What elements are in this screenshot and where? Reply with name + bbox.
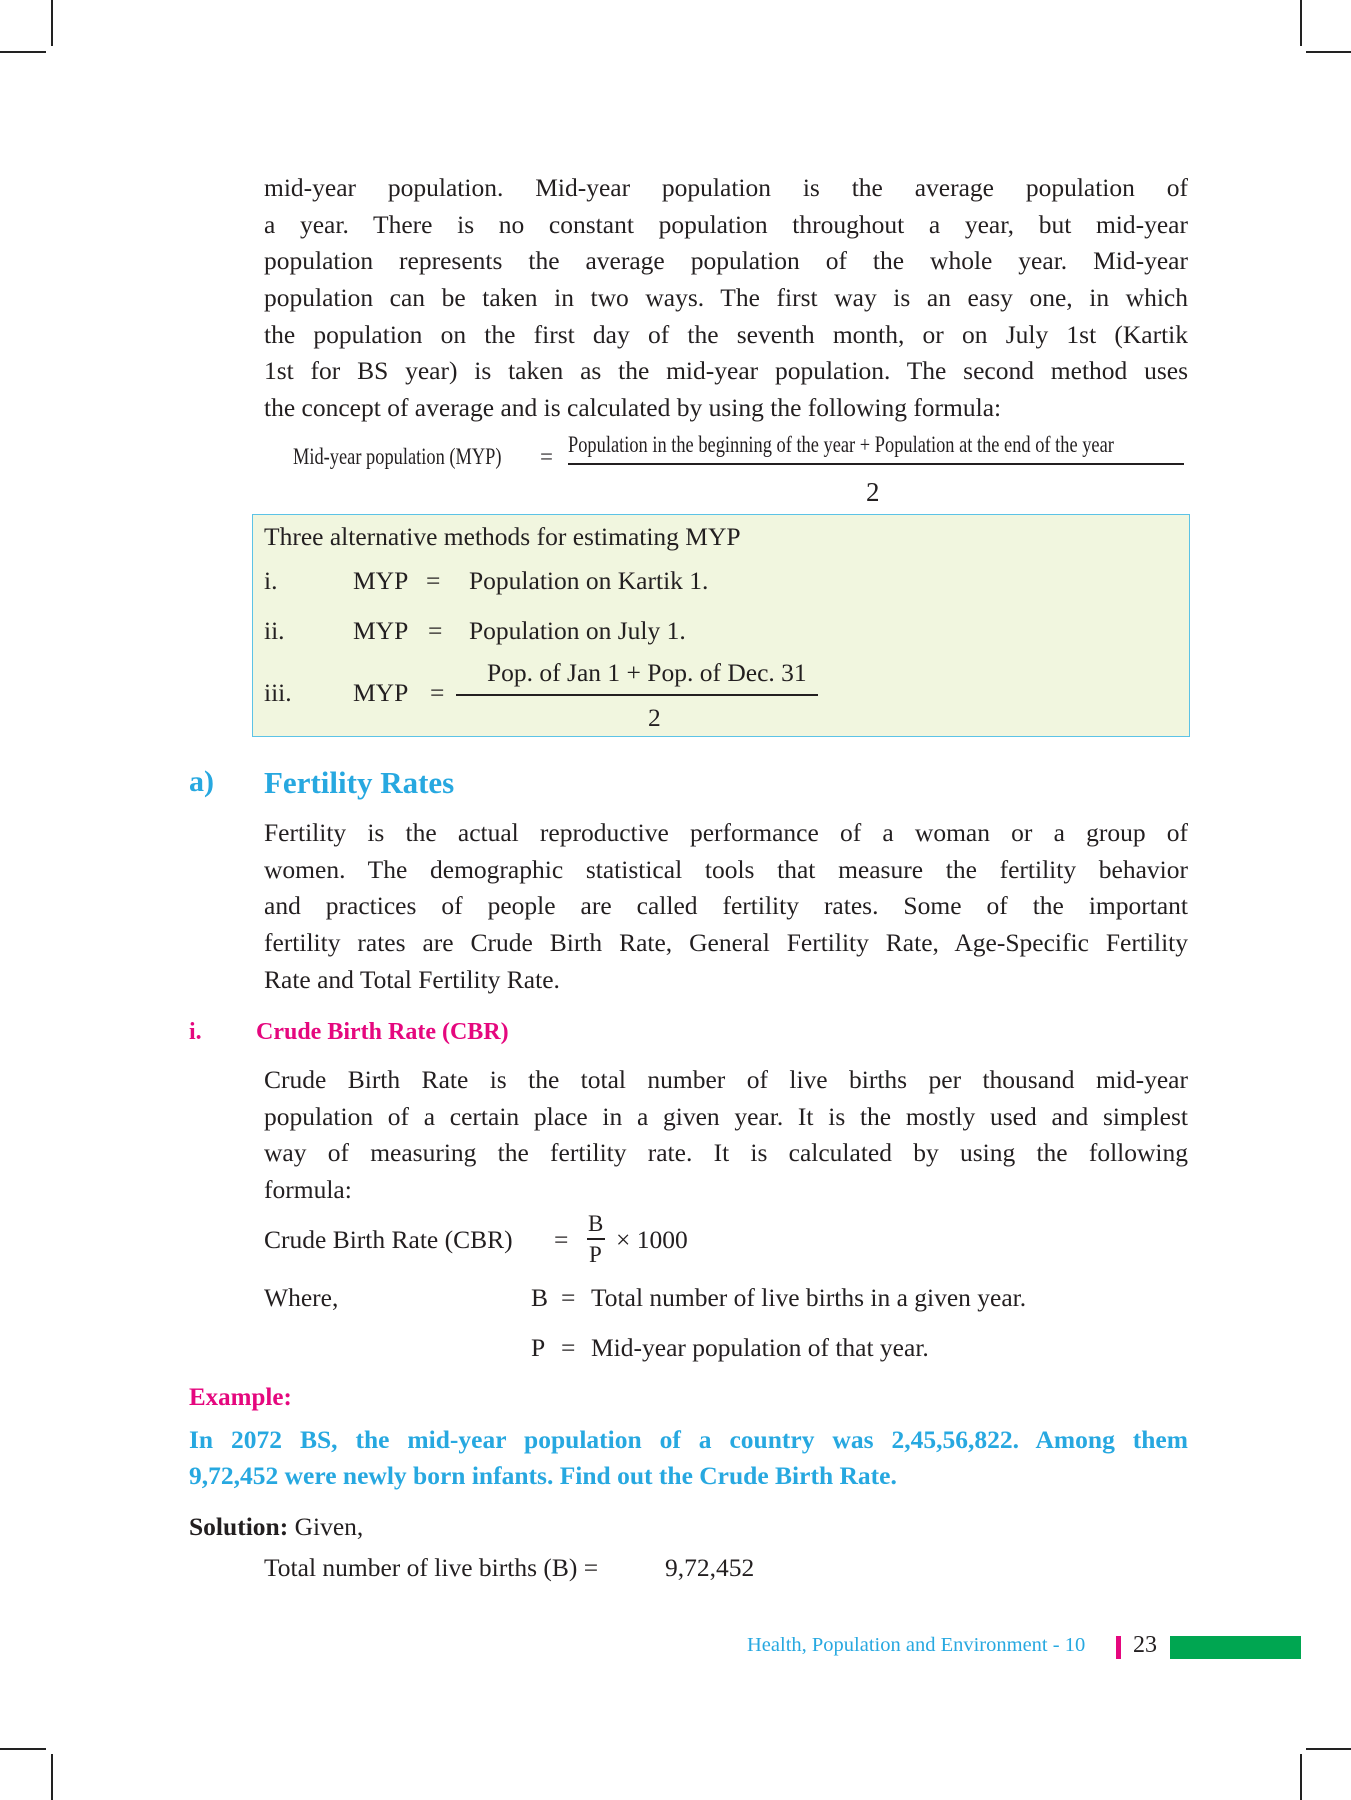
subsection-number: i. xyxy=(189,1019,202,1045)
definition-eq: = xyxy=(561,1333,576,1362)
text-line: and practices of people are called fertility rates. Some of the important xyxy=(264,891,1188,921)
crop-mark xyxy=(51,1754,53,1800)
subsection-heading: Crude Birth Rate (CBR) xyxy=(256,1019,509,1045)
formula-multiplier: × 1000 xyxy=(616,1225,688,1254)
item-lhs: MYP xyxy=(353,678,409,707)
intro-paragraph xyxy=(264,170,1188,427)
crop-mark xyxy=(0,51,46,53)
solution-label: Solution: xyxy=(189,1512,289,1541)
item-rhs: Population on Kartik 1. xyxy=(469,566,709,595)
definition-symbol: P xyxy=(531,1333,546,1362)
item-number: iii. xyxy=(264,678,292,707)
text-line: population of a certain place in a given year. It is the mostly used and simplest xyxy=(264,1101,1188,1131)
text-line: 9,72,452 were newly born infants. Find out the Crude Birth Rate. xyxy=(189,1461,897,1490)
fertility-paragraph xyxy=(264,815,1188,998)
solution-line xyxy=(189,1512,363,1542)
formula-lhs: Mid-year population (MYP) xyxy=(293,444,502,469)
text-line: Fertility is the actual reproductive performance of a woman or a group of xyxy=(264,818,1188,847)
item-lhs: MYP xyxy=(353,616,409,645)
footer-divider xyxy=(1116,1636,1121,1659)
definition-text: Total number of live births in a given year. xyxy=(591,1283,1027,1312)
given-label: Total number of live births (B) = xyxy=(264,1553,599,1582)
section-number: a) xyxy=(189,765,214,798)
formula-denominator: P xyxy=(589,1242,602,1267)
formula-equals: = xyxy=(540,444,553,469)
section-heading: Fertility Rates xyxy=(264,765,455,800)
crop-mark xyxy=(1306,51,1351,53)
item-eq: = xyxy=(426,566,441,595)
text-line: formula: xyxy=(264,1175,352,1205)
formula-numerator: Population in the beginning of the year + Population at the end of the year xyxy=(568,432,1114,457)
formula-lhs: Crude Birth Rate (CBR) xyxy=(264,1225,513,1254)
example-question xyxy=(189,1422,1188,1494)
text-line: Crude Birth Rate is the total number of live births per thousand mid-year xyxy=(264,1065,1188,1094)
crop-mark xyxy=(1300,1754,1302,1800)
formula-equals: = xyxy=(554,1225,569,1254)
text-line: mid-year population. Mid-year population is the average population of xyxy=(264,173,1188,202)
item-eq: = xyxy=(430,678,445,707)
fraction-bar xyxy=(568,463,1184,465)
item-denominator: 2 xyxy=(648,703,661,732)
cbr-paragraph xyxy=(264,1062,1188,1209)
formula-numerator: B xyxy=(588,1211,604,1236)
item-number: ii. xyxy=(264,616,285,645)
definition-text: Mid-year population of that year. xyxy=(591,1333,929,1362)
text-line: population can be taken in two ways. The first way is an easy one, in which xyxy=(264,283,1188,313)
page-number: 23 xyxy=(1133,1632,1157,1658)
given-value: 9,72,452 xyxy=(665,1553,755,1582)
definition-eq: = xyxy=(561,1283,576,1312)
text-line: a year. There is no constant population throughout a year, but mid-year xyxy=(264,209,1188,239)
text-line: 1st for BS year) is taken as the mid-year population. The second method uses xyxy=(264,356,1188,386)
box-title: Three alternative methods for estimating MYP xyxy=(264,522,741,551)
crop-mark xyxy=(1306,1748,1351,1750)
crop-mark xyxy=(0,1748,46,1750)
footer-book-title: Health, Population and Environment - 10 xyxy=(747,1634,1086,1656)
text-line: population represents the average population of the whole year. Mid-year xyxy=(264,246,1188,276)
item-rhs: Population on July 1. xyxy=(469,616,686,645)
where-label: Where, xyxy=(264,1283,339,1312)
crop-mark xyxy=(51,0,53,46)
text-line: In 2072 BS, the mid-year population of a country was 2,45,56,822. Among them xyxy=(189,1425,1188,1454)
footer-green-bar xyxy=(1170,1636,1301,1659)
solution-given: Given, xyxy=(288,1512,364,1541)
crop-mark xyxy=(1300,0,1302,46)
example-label: Example: xyxy=(189,1384,292,1411)
formula-denominator: 2 xyxy=(866,477,880,507)
text-line: way of measuring the fertility rate. It is calculated by using the following xyxy=(264,1138,1188,1168)
text-line: Rate and Total Fertility Rate. xyxy=(264,964,560,994)
text-line: fertility rates are Crude Birth Rate, General Fertility Rate, Age-Specific Fertility xyxy=(264,928,1188,958)
item-eq: = xyxy=(428,616,443,645)
methods-box xyxy=(252,514,1190,737)
text-line: women. The demographic statistical tools that measure the fertility behavior xyxy=(264,854,1188,884)
item-number: i. xyxy=(264,566,278,595)
item-lhs: MYP xyxy=(353,566,409,595)
definition-symbol: B xyxy=(531,1283,549,1312)
fraction-bar xyxy=(456,694,818,696)
text-line: the concept of average and is calculated by using the following formula: xyxy=(264,393,1002,423)
item-numerator: Pop. of Jan 1 + Pop. of Dec. 31 xyxy=(487,658,807,687)
text-line: the population on the first day of the seventh month, or on July 1st (Kartik xyxy=(264,319,1188,349)
